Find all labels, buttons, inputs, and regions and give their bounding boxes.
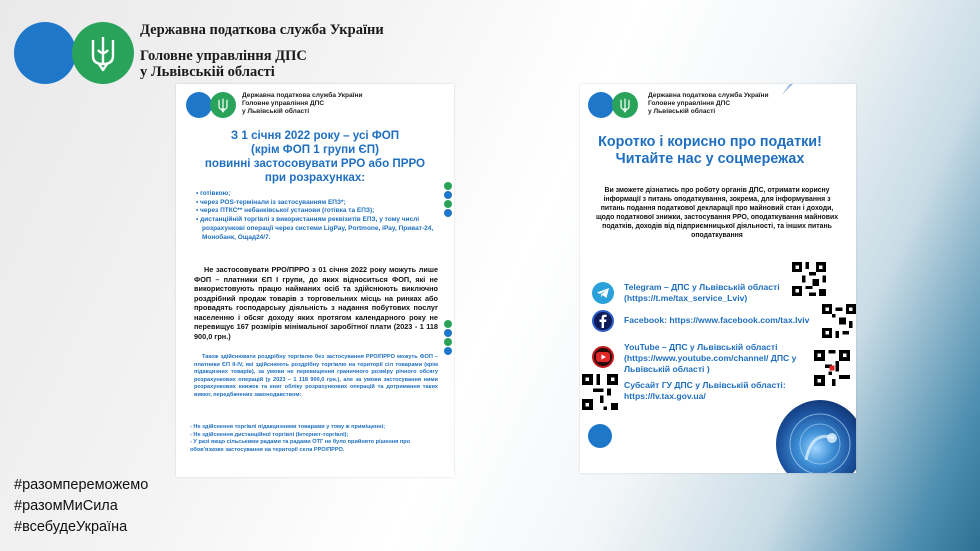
list-item: - Не здійснення дистанційної торгівлі (Інтернет-торгівлі); xyxy=(190,431,349,438)
left-flyer-header-3: у Львівській області xyxy=(242,108,310,116)
right-intro-text: Ви зможете дізнатись про роботу органів ДПС, отримати корисну інформації з питань оподаткування, зокрема, для інформування з питань подання податкової декларації про майновий стан і доходи, щодо податкової знижки, застосування РРО, оподаткування майнових податків, доходів від підприємницької діяльності, та інших питань оподаткування xyxy=(595,187,839,239)
trident-icon xyxy=(217,97,229,113)
hashtag-2: #разомМиСила xyxy=(14,498,118,514)
left-flyer-header xyxy=(242,92,363,117)
right-flyer-logo xyxy=(588,92,632,120)
youtube-link[interactable] xyxy=(592,342,842,376)
left-body-text-2: Також здійснювати роздрібну торгівлю без застосування РРО/ПРРО можуть ФОП – платники ЄП ІІ-ІV, які здійснюють роздрібну торгівлю на території сіл товарами (крім підакцизних товарів), за умови не перевищення граничного розміру річного обсягу розрахункових операцій (у 2023 – 1 118 900,0 грн.), але за умови застосування ними розрахункових книжок та книг обліку розрахункових операцій та дотримання таких вимог, передбачених законодавством: xyxy=(194,354,438,398)
left-flyer-header-1: Державна податкова служба України xyxy=(242,92,363,99)
left-flyer-logo xyxy=(186,92,230,120)
right-title-line-1: Коротко і корисно про податки! xyxy=(598,134,822,150)
header-line-2: Головне управління ДПС xyxy=(140,48,307,64)
header-line-3: у Львівській області xyxy=(140,64,275,80)
left-title-line-3: повинні застосовувати РРО або ПРРО xyxy=(204,157,426,170)
list-item: • через POS-термінали із застосуванням ЕПЗ*; xyxy=(196,198,346,206)
list-item: • через ПТКС** небанківської установи (готівка та ЕПЗ); xyxy=(196,207,375,215)
right-flyer-title xyxy=(580,134,840,168)
left-flyer-header-2: Головне управління ДПС xyxy=(242,100,325,108)
facebook-icon xyxy=(592,310,614,332)
right-title-line-2: Читайте нас у соцмережах xyxy=(615,151,805,167)
dps-logo xyxy=(14,22,134,84)
decor-dots xyxy=(444,320,452,356)
trident-icon xyxy=(88,34,118,72)
decor-blue-circle xyxy=(588,424,612,448)
left-title-line-2: (крім ФОП 1 групи ЄП) xyxy=(251,143,379,156)
right-flyer xyxy=(580,84,856,473)
logo-blue-circle xyxy=(14,22,76,84)
trident-icon xyxy=(619,97,631,113)
list-item: - У разі якщо сільськими радами та радами ОТГ не було прийнято рішення про обов'язкове застосування на території села РРО/ПРРО. xyxy=(190,439,411,453)
youtube-icon xyxy=(592,346,614,368)
list-item: • дистанційній торгівлі з використанням реквізитів ЕПЗ, у тому числі розрахункові операції через системи LigPay, Portmone, iPay, Приват-24, Монобанк, Ощад24/7. xyxy=(196,216,434,241)
decor-dots xyxy=(444,182,452,218)
telegram-icon xyxy=(592,282,614,304)
right-flyer-header xyxy=(648,92,769,117)
website-link[interactable] xyxy=(592,380,842,404)
website-text[interactable]: Субсайт ГУ ДПС у Львівській області: https://lv.tax.gov.ua/ xyxy=(624,380,786,401)
right-flyer-header-2: Головне управління ДПС xyxy=(648,100,731,108)
hashtag-1: #разомпереможемо xyxy=(14,477,149,493)
mini-blue-circle xyxy=(186,92,212,118)
list-item: - Не здійснення торгівлі підакцизними товарами у тому ж приміщенні; xyxy=(190,424,386,430)
logo-green-circle xyxy=(72,22,134,84)
left-title-line-1: З 1 січня 2022 року – усі ФОП xyxy=(230,129,400,142)
hashtags xyxy=(14,475,148,538)
telegram-text[interactable]: Telegram – ДПС у Львівській області (https://t.me/tax_service_Lviv) xyxy=(624,282,780,303)
header-title xyxy=(140,22,384,80)
hashtag-3: #всебудеУкраїна xyxy=(14,519,128,535)
left-flyer xyxy=(176,84,454,477)
header-line-1: Державна податкова служба України xyxy=(140,22,384,38)
mini-blue-circle xyxy=(588,92,614,118)
mini-green-circle xyxy=(210,92,236,118)
youtube-text[interactable]: YouTube – ДПС у Львівській області (https://www.youtube.com/channel/ ДПС у Львівській області ) xyxy=(624,342,797,374)
mini-green-circle xyxy=(612,92,638,118)
list-item: • готівкою; xyxy=(196,190,231,197)
left-bullet-list xyxy=(196,190,442,242)
facebook-link[interactable] xyxy=(592,310,842,334)
left-flyer-title xyxy=(176,129,454,185)
left-body-text: Не застосовувати РРО/ПРРО з 01 січня 2022 року можуть лише ФОП – платники ЄП І групи, до яких відноситься ФОП, які не використовують працю найманих осіб та здійснюють виключно роздрібний продаж товарів з торговельних місць на ринках або провадять господарську діяльність з надання побутових послуг населенню і обсяг доходу яких протягом календарного року не перевищує 167 розмірів мінімальної заробітної плати (2023 - 1 118 900,0 грн.) xyxy=(194,265,438,341)
facebook-text[interactable]: Facebook: https://www.facebook.com/tax.lviv xyxy=(624,315,810,325)
right-flyer-header-1: Державна податкова служба України xyxy=(648,92,769,99)
right-flyer-header-3: у Львівській області xyxy=(648,108,716,116)
telegram-link[interactable] xyxy=(592,282,842,306)
left-title-line-4: при розрахунках: xyxy=(264,171,366,184)
left-conditions-list xyxy=(190,424,440,454)
